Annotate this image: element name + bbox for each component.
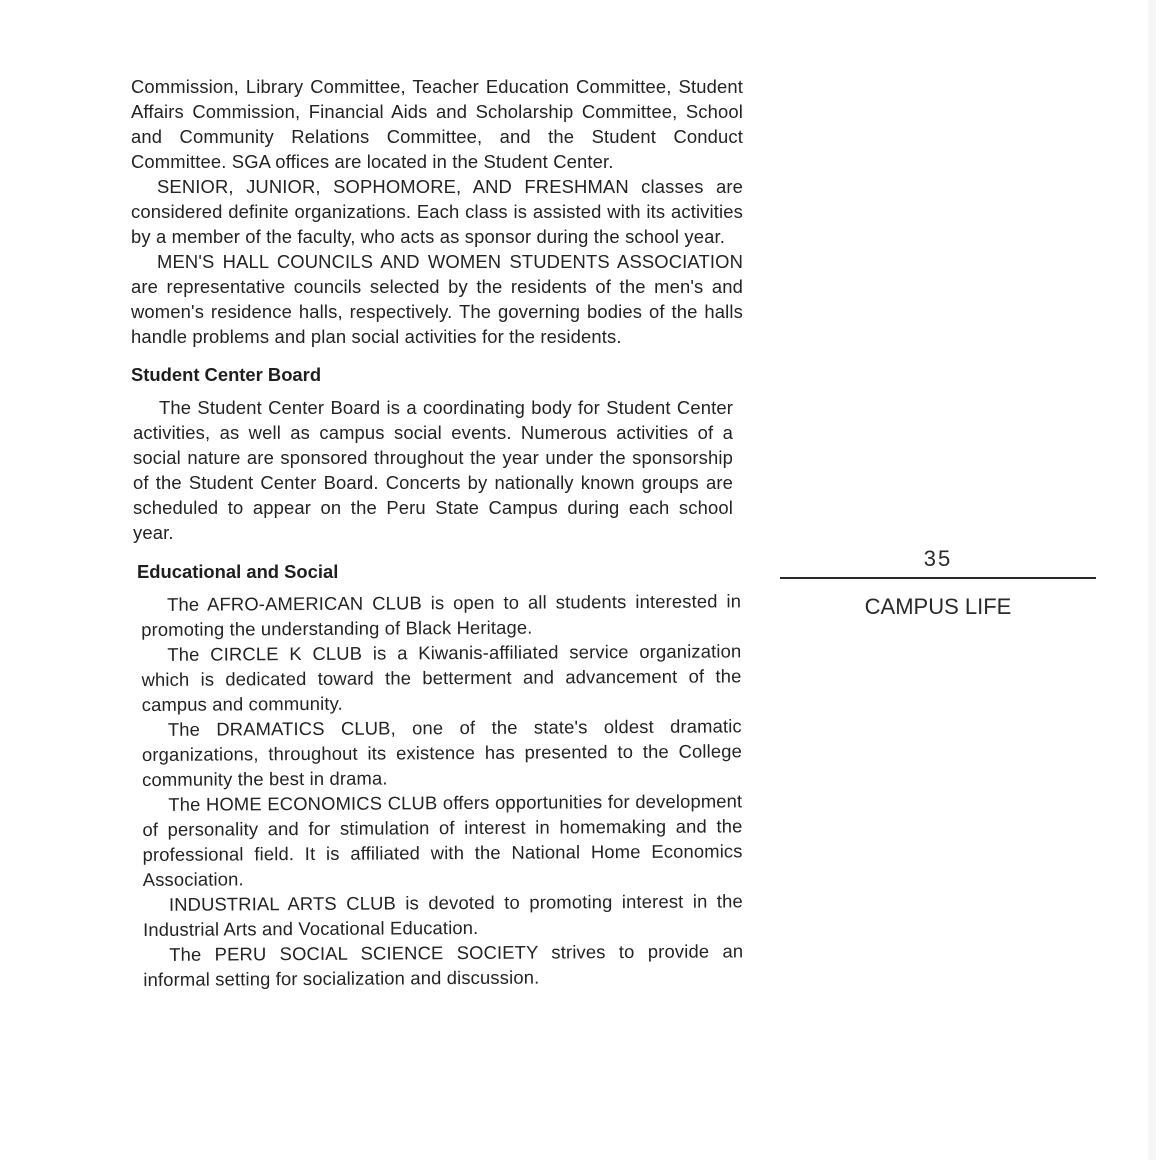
paragraph-committees: Commission, Library Committee, Teacher Education Committee, Student Affairs Commission, Financial Aids and Scholarship Committee, School and Community Relations Committee, and the Student Conduct Committee. SGA offices are located in the Student Center. <box>131 76 743 172</box>
student-center-board-section <box>133 395 733 545</box>
section-name: CAMPUS LIFE <box>864 594 1012 619</box>
paragraph-classes: SENIOR, JUNIOR, SOPHOMORE, AND FRESHMAN classes are considered definite organizations. Each class is assisted with its activities by a member of the faculty, who acts as sponsor during the school year. <box>131 176 743 247</box>
paragraph-hall-councils: MEN'S HALL COUNCILS AND WOMEN STUDENTS ASSOCIATION are representative councils selected by the residents of the men's and women's residence halls, respectively. The governing bodies of the halls handle problems and plan social activities for the residents. <box>131 251 743 347</box>
heading-educational-social: Educational and Social <box>137 561 339 582</box>
paragraph-home-economics-club: The HOME ECONOMICS CLUB offers opportunities for development of personality and for stimulation of interest in homemaking and the professional field. It is affiliated with the National Home Economics Association. <box>142 790 743 890</box>
page-number: 35 <box>923 546 953 571</box>
paragraph-industrial-arts-club: INDUSTRIAL ARTS CLUB is devoted to promoting interest in the Industrial Arts and Vocational Education. <box>142 890 743 940</box>
paragraph-afro-american-club: The AFRO-AMERICAN CLUB is open to all students interested in promoting the understanding of Black Heritage. <box>141 590 742 640</box>
heading-student-center-board: Student Center Board <box>131 364 322 385</box>
paragraph-student-center-board: The Student Center Board is a coordinating body for Student Center activities, as well as campus social events. Numerous activities of a social nature are sponsored throughout the year under the sponsorship of the Student Center Board. Concerts by nationally known groups are scheduled to appear on the Peru State Campus during each school year. <box>133 397 733 543</box>
page-edge-shadow <box>1148 0 1156 1160</box>
sidebar-divider <box>780 577 1096 579</box>
paragraph-social-science-society: The PERU SOCIAL SCIENCE SOCIETY strives to provide an informal setting for socialization and discussion. <box>143 940 744 990</box>
paragraph-dramatics-club: The DRAMATICS CLUB, one of the state's oldest dramatic organizations, throughout its existence has presented to the College community the best in drama. <box>141 715 743 790</box>
text-column <box>131 74 743 992</box>
paragraph-circle-k-club: The CIRCLE K CLUB is a Kiwanis-affiliated service organization which is dedicated toward the betterment and advancement of the campus and community. <box>141 640 742 715</box>
educational-social-section <box>141 588 743 992</box>
